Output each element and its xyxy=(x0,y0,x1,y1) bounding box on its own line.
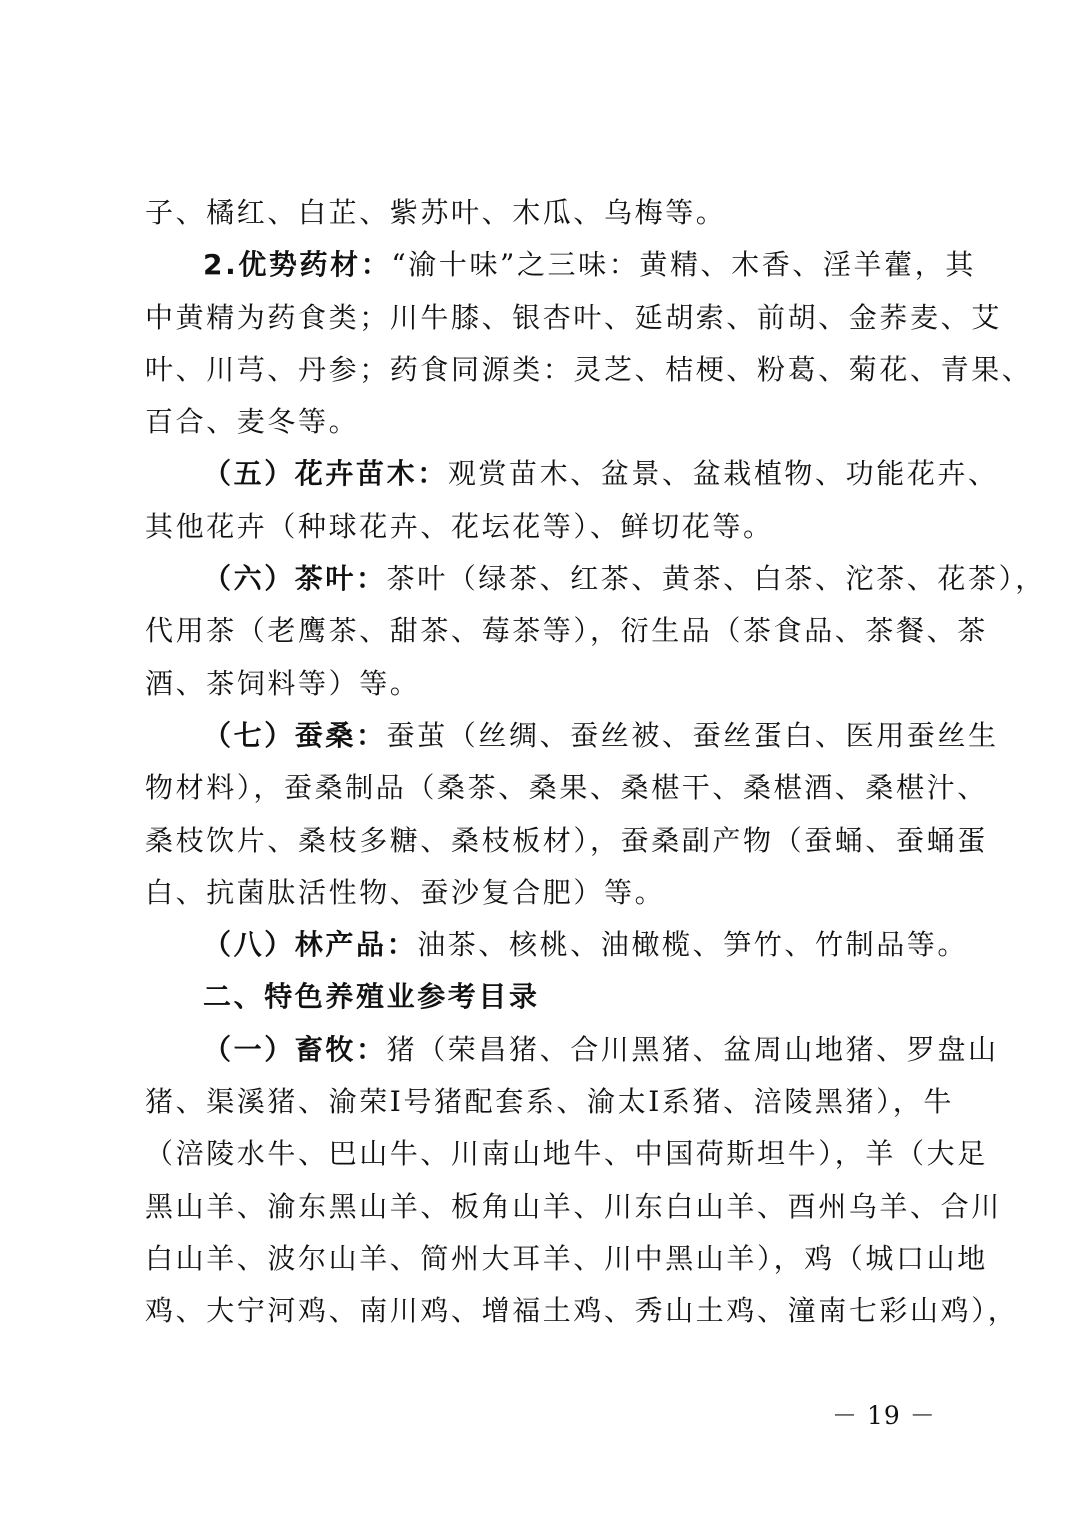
section-heading: （八）林产品： xyxy=(203,928,418,962)
line-text: 油茶、核桃、油橄榄、笋竹、竹制品等。 xyxy=(417,928,969,962)
text-line xyxy=(145,292,1002,344)
text-line xyxy=(145,501,945,553)
text-line xyxy=(145,396,945,448)
text-line xyxy=(145,187,945,239)
text-line xyxy=(145,919,969,971)
section-heading: （五）花卉苗木： xyxy=(203,457,448,491)
text-line xyxy=(145,239,976,291)
line-text: 代用茶（老鹰茶、甜茶、莓茶等），衍生品（茶食品、茶餐、茶 xyxy=(145,614,988,648)
line-text: 白、抗菌肽活性物、蚕沙复合肥）等。 xyxy=(145,875,666,909)
text-line xyxy=(145,867,945,919)
line-text: 叶、川芎、丹参；药食同源类：灵芝、桔梗、粉葛、菊花、青果、 xyxy=(145,352,1033,386)
text-line xyxy=(145,553,1046,605)
line-text: 物材料），蚕桑制品（桑茶、桑果、桑椹干、桑椹酒、桑椹汁、 xyxy=(145,771,988,805)
text-line xyxy=(145,344,1033,396)
body-text xyxy=(145,187,1046,1338)
line-text: 白山羊、波尔山羊、简州大耳羊、川中黑山羊），鸡（城口山地 xyxy=(145,1241,988,1275)
text-line xyxy=(145,1233,988,1285)
text-line xyxy=(145,710,999,762)
line-text: 酒、茶饲料等）等。 xyxy=(145,666,421,700)
text-line xyxy=(145,762,988,814)
line-text: 百合、麦冬等。 xyxy=(145,405,360,439)
text-line xyxy=(145,815,988,867)
text-line xyxy=(145,605,988,657)
text-line xyxy=(145,1076,954,1128)
line-text: 子、橘红、白芷、紫苏叶、木瓜、乌梅等。 xyxy=(145,196,727,229)
line-text: 猪（荣昌猪、合川黑猪、盆周山地猪、罗盘山 xyxy=(386,1032,999,1066)
section-heading: （六）茶叶： xyxy=(203,562,387,596)
section-heading: （七）蚕桑： xyxy=(203,718,387,752)
line-text: 其他花卉（种球花卉、花坛花等）、鲜切花等。 xyxy=(145,509,774,543)
section-heading: （一）畜牧： xyxy=(203,1032,387,1066)
page-number: － 19 － xyxy=(832,1401,936,1430)
text-line xyxy=(145,1181,1002,1233)
text-line xyxy=(145,971,945,1023)
line-text: 鸡、大宁河鸡、南川鸡、增福土鸡、秀山土鸡、潼南七彩山鸡）， xyxy=(145,1294,1019,1328)
text-line xyxy=(145,1128,988,1180)
chapter-heading: 二、特色养殖业参考目录 xyxy=(203,980,540,1014)
line-text: 桑枝饮片、桑枝多糖、桑枝板材），蚕桑副产物（蚕蛹、蚕蛹蛋 xyxy=(145,823,988,857)
line-text: 猪、渠溪猪、渝荣Ⅰ号猪配套系、渝太Ⅰ系猪、涪陵黑猪），牛 xyxy=(145,1085,954,1119)
text-line xyxy=(145,658,945,710)
line-text: 蚕茧（丝绸、蚕丝被、蚕丝蛋白、医用蚕丝生 xyxy=(386,718,999,752)
line-text: 中黄精为药食类；川牛膝、银杏叶、延胡索、前胡、金荞麦、艾 xyxy=(145,300,1002,334)
text-line xyxy=(145,448,999,500)
line-text: 黑山羊、渝东黑山羊、板角山羊、川东白山羊、酉州乌羊、合川 xyxy=(145,1189,1002,1223)
text-line xyxy=(145,1024,999,1076)
line-text: “渝十味”之三味：黄精、木香、淫羊藿，其 xyxy=(391,248,976,282)
section-heading: 2.优势药材： xyxy=(203,248,392,282)
line-text: （涪陵水牛、巴山牛、川南山地牛、中国荷斯坦牛），羊（大足 xyxy=(145,1137,988,1171)
line-text: 茶叶（绿茶、红茶、黄茶、白茶、沱茶、花茶）， xyxy=(386,562,1046,596)
line-text: 观赏苗木、盆景、盆栽植物、功能花卉、 xyxy=(447,457,999,491)
text-line xyxy=(145,1285,1019,1337)
